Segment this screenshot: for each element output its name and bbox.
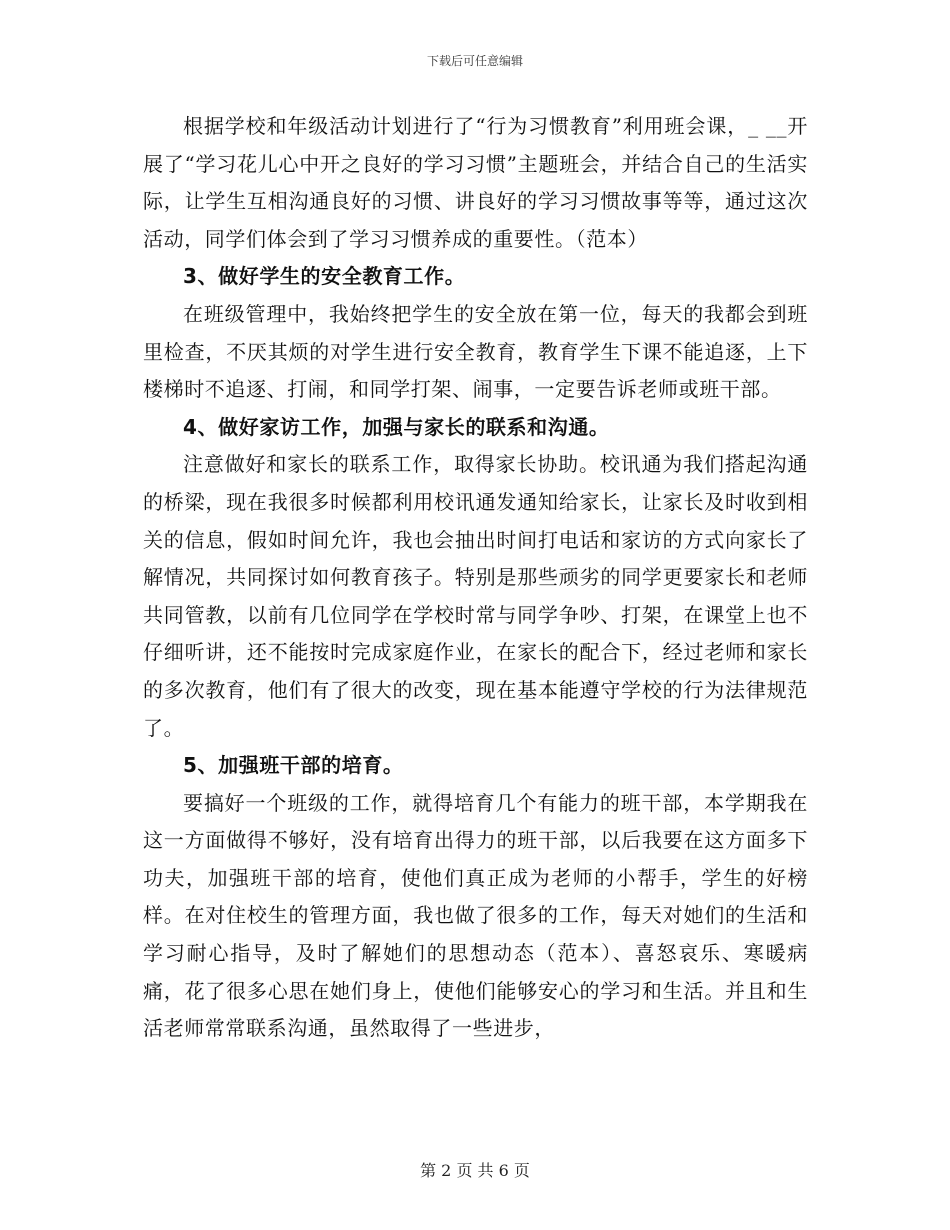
heading-class-cadres: 5、加强班干部的培育。 [183,753,404,778]
paragraph-safety-education: 在班级管理中，我始终把学生的安全放在第一位，每天的我都会到班里检查，不厌其烦的对学生进行安全教育，教育学生下课不能追逐，上下楼梯时不追逐、打闹，和同学打架、闹事，一定要告诉老师或班干部。 [143,301,808,402]
heading-safety-education: 3、做好学生的安全教育工作。 [183,264,466,289]
paragraph-class-cadres: 要搞好一个班级的工作，就得培育几个有能力的班干部，本学期我在这一方面做得不够好，没有培育出得力的班干部，以后我要在这方面多下功夫，加强班干部的培育，使他们真正成为老师的小帮手，学生的好榜样。在对住校生的管理方面，我也做了很多的工作，每天对她们的生活和学习耐心指导，及时了解她们的思想动态（范本）、喜怒哀乐、寒暖病痛，花了很多心思在她们身上，使他们能够安心的学习和生活。并且和生活老师常常联系沟通，虽然取得了一些进步， [143,790,808,1041]
page-header: 下载后可任意编辑 [426,54,523,68]
page-number-footer: 第 2 页 共 6 页 [420,1161,530,1180]
document-body [143,108,808,1048]
paragraph-behavior-habits: 根据学校和年级活动计划进行了“行为习惯教育”利用班会课，_ __开展了“学习花儿心中开之良好的学习习惯”主题班会，并结合自己的生活实际，让学生互相沟通良好的习惯、讲良好的学习习惯故事等等，通过这次活动，同学们体会到了学习习惯养成的重要性。（范本） [143,114,808,251]
paragraph-home-visits: 注意做好和家长的联系工作，取得家长协助。校讯通为我们搭起沟通的桥梁，现在我很多时候都利用校讯通发通知给家长，让家长及时收到相关的信息，假如时间允许，我也会抽出时间打电话和家访的方式向家长了解情况，共同探讨如何教育孩子。特别是那些顽劣的同学更要家长和老师共同管教，以前有几位同学在学校时常与同学争吵、打架，在课堂上也不仔细听讲，还不能按时完成家庭作业，在家长的配合下，经过老师和家长的多次教育，他们有了很大的改变，现在基本能遵守学校的行为法律规范了。 [143,452,808,740]
heading-home-visits: 4、做好家访工作，加强与家长的联系和沟通。 [183,414,610,439]
